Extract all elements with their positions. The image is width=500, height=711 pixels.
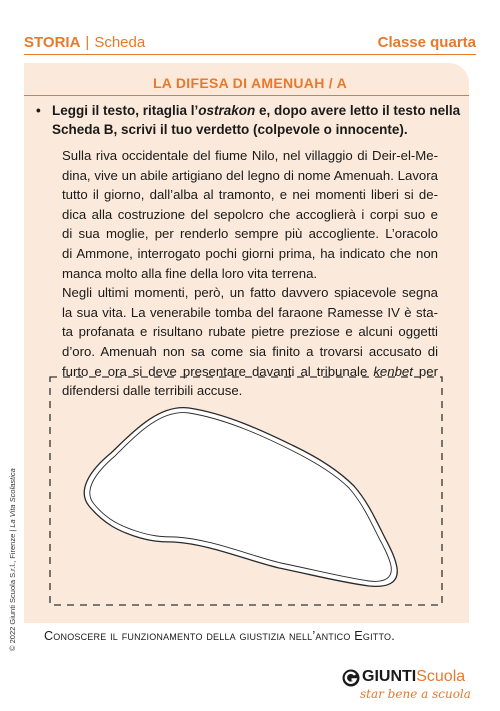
page-header xyxy=(24,32,476,52)
story-line: di Ammone, interrogato pochi giorni prima, ha indicato che non xyxy=(62,245,438,261)
learning-objective: Conoscere il funzionamento della giustizia nell’antico Egitto. xyxy=(44,629,395,643)
story-line: Sulla riva occidentale del fiume Nilo, nel villaggio di Deir-el-Me- xyxy=(62,148,438,163)
kenbet-term: kenbet xyxy=(373,363,413,379)
header-separator: | xyxy=(85,33,90,51)
logo-tagline: star bene a scuola xyxy=(360,687,471,701)
copyright-text: © 2022 Giunti Scuola S.r.l., Firenze | xyxy=(8,527,17,651)
title-rule xyxy=(24,95,469,96)
instruction-line-1 xyxy=(36,101,461,120)
story-line: manca molto alla fine della loro vita terrena. xyxy=(62,265,318,281)
logo-brand xyxy=(362,668,465,686)
ostrakon-shape[interactable] xyxy=(84,408,397,587)
story-text xyxy=(62,146,438,401)
grade-label: Classe quarta xyxy=(377,33,476,51)
worksheet-title: LA DIFESA DI AMENUAH / A xyxy=(152,75,348,91)
story-line: d’oro. Amenuah non sa come sia finito a trovarsi accusato di xyxy=(62,343,438,359)
header-rule xyxy=(24,54,476,55)
instruction-text: Leggi il testo, ritaglia l’ xyxy=(52,103,199,118)
copyright-notice xyxy=(8,468,17,651)
giunti-g-icon xyxy=(342,669,360,687)
story-text-span: furto e ora si deve presentare davanti al tribunale xyxy=(62,363,374,379)
instruction-block xyxy=(36,101,461,139)
publisher-logo xyxy=(342,668,472,708)
story-line: ta profanata e risultano rubate pietre preziose e alcuni oggetti xyxy=(62,324,438,340)
magazine-name: La Vita Scolastica xyxy=(8,468,17,528)
instruction-text: e, dopo avere letto il testo nella xyxy=(255,103,461,118)
subject-name: STORIA xyxy=(24,33,81,51)
story-line: dina, vive un abile artigiano del legno di nome Amenuah. Lavora xyxy=(62,167,438,183)
logo-brand-scuola: Scuola xyxy=(416,668,466,685)
subject-label xyxy=(24,34,145,51)
section-name: Scheda xyxy=(94,33,146,51)
instruction-line-2: Scheda B, scrivi il tuo verdetto (colpevole o innocente). xyxy=(52,122,408,137)
ostrakon-term: ostrakon xyxy=(198,103,256,118)
story-line: tutto il giorno, dall’alba al tramonto, e nei momenti liberi si de- xyxy=(62,187,438,203)
instruction-bullet: • xyxy=(36,103,41,118)
story-line: dica alla costruzione del sepolcro che accoglierà i corpi suo e xyxy=(62,206,438,222)
logo-brand-giunti: GIUNTI xyxy=(362,668,417,685)
cutout-area[interactable] xyxy=(49,376,443,606)
story-line: Negli ultimi momenti, però, un fatto davvero spiacevole segna xyxy=(62,285,438,301)
story-line: la sua vita. La venerabile tomba del faraone Ramesse IV è sta- xyxy=(62,304,438,320)
story-line: difendersi dalle terribili accuse. xyxy=(62,383,243,399)
story-line: di sua moglie, per renderlo sempre più accogliente. L’oracolo xyxy=(62,226,438,242)
story-text-span: per xyxy=(412,363,438,379)
